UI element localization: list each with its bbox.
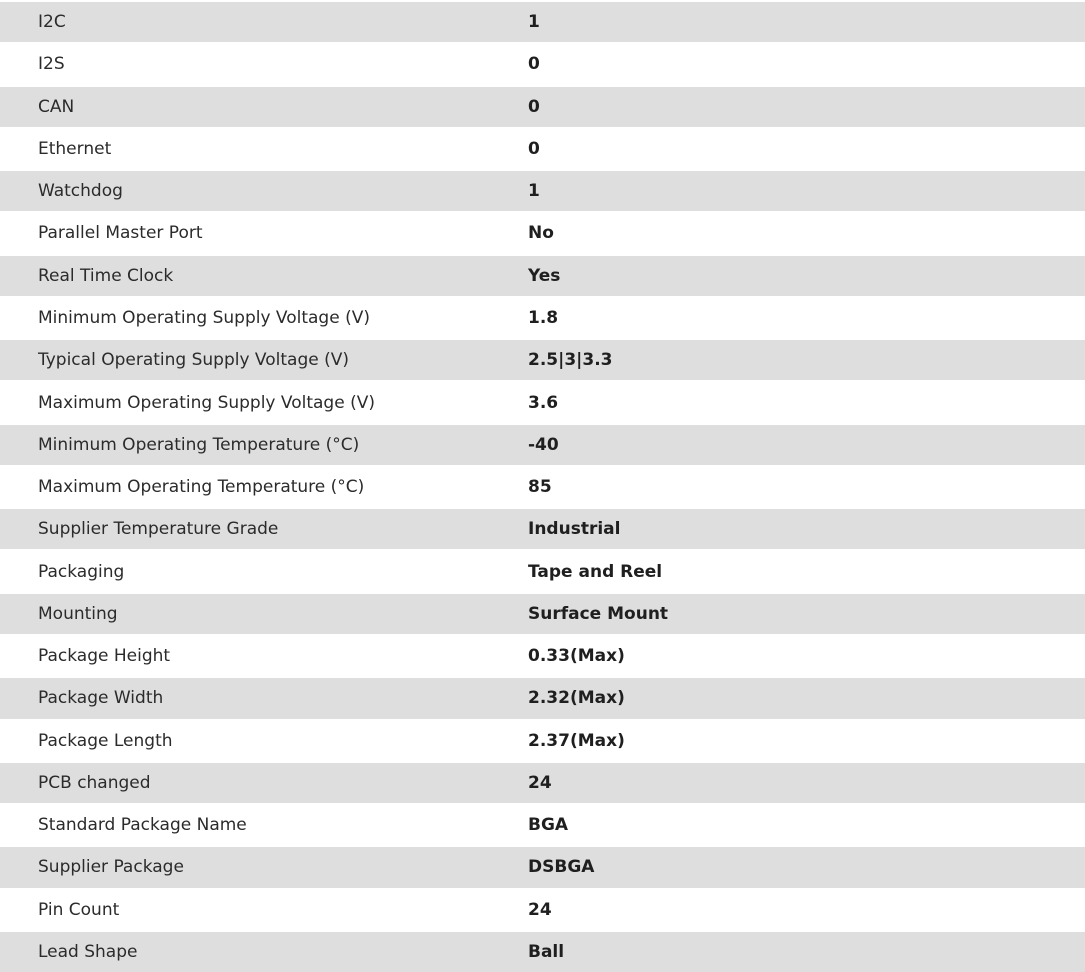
spec-row-parallel-master-port: [0, 211, 1085, 253]
spec-label: PCB changed: [38, 772, 151, 793]
spec-value: Surface Mount: [528, 603, 669, 624]
spec-row-ethernet: [0, 127, 1085, 169]
spec-value: 2.32(Max): [528, 688, 625, 709]
spec-value: Ball: [528, 941, 565, 962]
spec-value: 2.37(Max): [528, 730, 625, 751]
spec-row-temperature-grade: [0, 507, 1085, 549]
spec-label: CAN: [38, 96, 75, 117]
spec-value: Yes: [528, 265, 561, 286]
spec-row-standard-package-name: [0, 803, 1085, 845]
spec-value: 1.8: [528, 307, 559, 328]
spec-row-packaging: [0, 549, 1085, 591]
spec-row-package-length: [0, 719, 1085, 761]
spec-value: DSBGA: [528, 857, 595, 878]
spec-row-watchdog: [0, 169, 1085, 211]
spec-label: I2C: [38, 12, 66, 33]
spec-value: 24: [528, 772, 552, 793]
spec-value: 0: [528, 54, 540, 75]
spec-row-max-supply-voltage: [0, 380, 1085, 422]
spec-row-real-time-clock: [0, 254, 1085, 296]
spec-value: 85: [528, 477, 552, 498]
spec-label: Package Length: [38, 730, 173, 751]
spec-label: Standard Package Name: [38, 815, 247, 836]
spec-value: 1: [528, 12, 540, 33]
spec-label: Ethernet: [38, 138, 112, 159]
spec-label: Package Width: [38, 688, 164, 709]
spec-row-mounting: [0, 592, 1085, 634]
spec-row-typ-supply-voltage: [0, 338, 1085, 380]
spec-label: Supplier Temperature Grade: [38, 519, 279, 540]
spec-row-pcb-changed: [0, 761, 1085, 803]
spec-label: Packaging: [38, 561, 125, 582]
spec-label: Mounting: [38, 603, 118, 624]
spec-value: No: [528, 223, 554, 244]
spec-value: 0: [528, 138, 540, 159]
spec-label: Package Height: [38, 646, 171, 667]
spec-row-i2s: [0, 42, 1085, 84]
spec-row-min-temperature: [0, 423, 1085, 465]
spec-value: 24: [528, 899, 552, 920]
spec-label: Parallel Master Port: [38, 223, 203, 244]
spec-value: 0: [528, 96, 540, 117]
spec-row-max-temperature: [0, 465, 1085, 507]
spec-row-supplier-package: [0, 845, 1085, 887]
spec-row-package-width: [0, 676, 1085, 718]
spec-row-i2c: [0, 0, 1085, 42]
spec-label: Maximum Operating Temperature (°C): [38, 477, 365, 498]
spec-value: Industrial: [528, 519, 621, 540]
spec-value: -40: [528, 434, 559, 455]
spec-label: Pin Count: [38, 899, 120, 920]
spec-row-can: [0, 85, 1085, 127]
spec-label: Minimum Operating Temperature (°C): [38, 434, 360, 455]
spec-label: Maximum Operating Supply Voltage (V): [38, 392, 375, 413]
spec-label: Watchdog: [38, 181, 123, 202]
spec-value: 1: [528, 181, 540, 202]
spec-row-lead-shape: [0, 930, 1085, 972]
spec-label: Real Time Clock: [38, 265, 174, 286]
spec-value: BGA: [528, 815, 569, 836]
spec-row-package-height: [0, 634, 1085, 676]
spec-label: Lead Shape: [38, 941, 138, 962]
spec-value: 3.6: [528, 392, 559, 413]
spec-row-min-supply-voltage: [0, 296, 1085, 338]
spec-value: 2.5|3|3.3: [528, 350, 613, 371]
spec-row-pin-count: [0, 888, 1085, 930]
spec-label: Supplier Package: [38, 857, 184, 878]
spec-label: Typical Operating Supply Voltage (V): [38, 350, 349, 371]
spec-value: 0.33(Max): [528, 646, 625, 667]
spec-value: Tape and Reel: [528, 561, 663, 582]
spec-label: I2S: [38, 54, 65, 75]
spec-label: Minimum Operating Supply Voltage (V): [38, 307, 370, 328]
